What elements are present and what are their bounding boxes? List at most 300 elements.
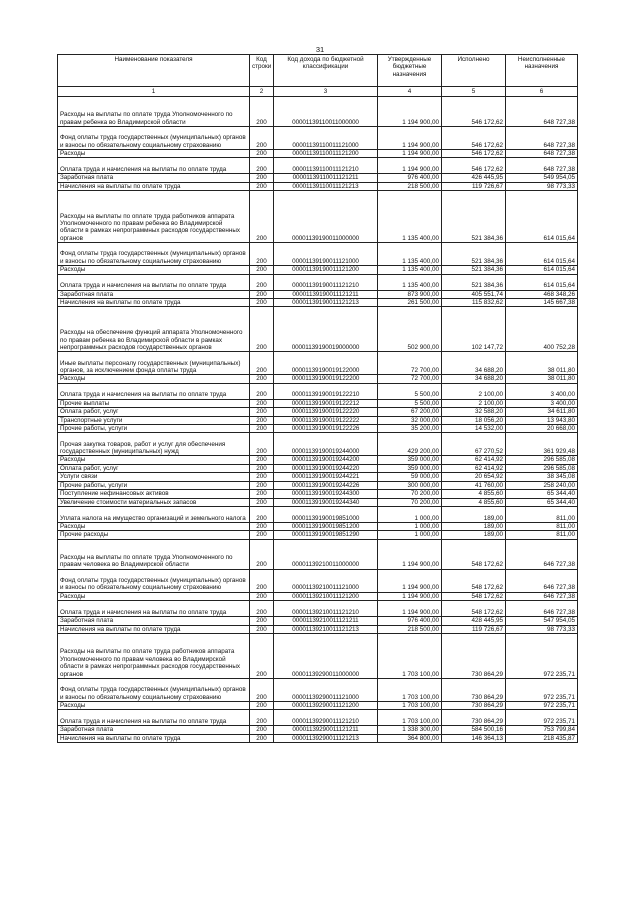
row-approved: 359 000,00	[378, 464, 442, 472]
table-row	[58, 299, 578, 307]
row-executed: 730 864,29	[442, 701, 506, 709]
row-line-code: 200	[250, 456, 274, 464]
row-approved: 70 200,00	[378, 498, 442, 506]
row-income-code: 00001139290011121000	[274, 678, 378, 701]
row-income-code: 00001139190011121211	[274, 290, 378, 298]
table-row	[58, 522, 578, 530]
row-name: Прочие работы, услуги	[58, 481, 250, 489]
row-name: Начисления на выплаты по оплате труда	[58, 182, 250, 190]
table-row	[58, 473, 578, 481]
row-line-code: 200	[250, 191, 274, 243]
header-approved: Утвержденные бюджетные назначения	[378, 55, 442, 87]
row-approved: 59 000,00	[378, 473, 442, 481]
row-line-code: 200	[250, 678, 274, 701]
row-line-code: 200	[250, 522, 274, 530]
row-name: Заработная плата	[58, 617, 250, 625]
row-executed: 189,00	[442, 531, 506, 539]
row-line-code: 200	[250, 433, 274, 456]
row-approved: 218 500,00	[378, 182, 442, 190]
row-income-code: 00001139190019244000	[274, 433, 378, 456]
row-name: Услуги связи	[58, 473, 250, 481]
row-income-code: 00001139290011121210	[274, 710, 378, 726]
table-row	[58, 678, 578, 701]
row-line-code: 200	[250, 127, 274, 150]
row-line-code: 200	[250, 481, 274, 489]
row-approved: 1 194 900,00	[378, 592, 442, 600]
row-remaining: 20 668,00	[506, 425, 578, 433]
header-remaining: Неисполненные назначения	[506, 55, 578, 87]
row-approved: 1 194 900,00	[378, 601, 442, 617]
row-line-code: 200	[250, 726, 274, 734]
row-executed: 546 172,62	[442, 127, 506, 150]
table-row	[58, 539, 578, 569]
column-number: 1	[58, 87, 250, 97]
row-line-code: 200	[250, 601, 274, 617]
row-approved: 359 000,00	[378, 456, 442, 464]
row-approved: 1 000,00	[378, 531, 442, 539]
row-executed: 2 100,00	[442, 399, 506, 407]
row-remaining: 648 727,38	[506, 97, 578, 127]
row-executed: 521 384,36	[442, 191, 506, 243]
row-executed: 584 500,16	[442, 726, 506, 734]
table-row	[58, 352, 578, 375]
row-remaining: 972 235,71	[506, 701, 578, 709]
row-name: Начисления на выплаты по оплате труда	[58, 299, 250, 307]
row-name: Расходы на выплаты по оплате труда работников аппарата Уполномоченного по правам ребенка во Владимирской области в рамках непрограммных расходов государственных органов	[58, 191, 250, 243]
row-remaining: 145 667,38	[506, 299, 578, 307]
table-row	[58, 490, 578, 498]
row-remaining: 614 015,64	[506, 243, 578, 266]
column-number: 5	[442, 87, 506, 97]
row-income-code: 00001139190019122220	[274, 408, 378, 416]
row-income-code: 00001139190019122210	[274, 383, 378, 399]
row-income-code: 00001139190019244226	[274, 481, 378, 489]
table-row	[58, 375, 578, 383]
table-row	[58, 425, 578, 433]
row-income-code: 00001139190019244200	[274, 456, 378, 464]
table-row	[58, 150, 578, 158]
row-executed: 730 864,29	[442, 710, 506, 726]
row-remaining: 646 727,38	[506, 592, 578, 600]
row-income-code: 00001139190019244221	[274, 473, 378, 481]
row-line-code: 200	[250, 290, 274, 298]
table-row	[58, 506, 578, 522]
row-name: Оплата труда и начисления на выплаты по оплате труда	[58, 601, 250, 617]
table-row	[58, 266, 578, 274]
row-executed: 730 864,29	[442, 633, 506, 678]
row-line-code: 200	[250, 307, 274, 352]
row-remaining: 811,00	[506, 506, 578, 522]
page-number: 31	[315, 45, 325, 54]
row-executed: 18 056,20	[442, 416, 506, 424]
table-row	[58, 408, 578, 416]
row-name: Фонд оплаты труда государственных (муниципальных) органов и взносы по обязательному социальному страхованию	[58, 678, 250, 701]
row-income-code: 00001139210011000000	[274, 539, 378, 569]
row-line-code: 200	[250, 617, 274, 625]
row-remaining: 258 240,00	[506, 481, 578, 489]
table-row	[58, 481, 578, 489]
row-income-code: 00001139190019244220	[274, 464, 378, 472]
row-executed: 428 445,95	[442, 617, 506, 625]
row-approved: 72 700,00	[378, 375, 442, 383]
row-income-code: 00001139190011121000	[274, 243, 378, 266]
table-row	[58, 633, 578, 678]
row-line-code: 200	[250, 383, 274, 399]
header-executed: Исполнено	[442, 55, 506, 87]
table-row	[58, 726, 578, 734]
row-executed: 4 855,60	[442, 490, 506, 498]
row-approved: 35 200,00	[378, 425, 442, 433]
row-name: Расходы на выплаты по оплате труда работников аппарата Уполномоченного по правам человека во Владимирской области в рамках непрограммных расходов государственных органов	[58, 633, 250, 678]
table-row	[58, 127, 578, 150]
row-income-code: 00001139190011121210	[274, 274, 378, 290]
row-approved: 1 194 900,00	[378, 150, 442, 158]
row-income-code: 00001139190019122222	[274, 416, 378, 424]
row-approved: 1 135 400,00	[378, 243, 442, 266]
row-name: Расходы на обеспечение функций аппарата Уполномоченного по правам ребенка во Владимирской области в рамках непрограммных расходов государственных органов	[58, 307, 250, 352]
row-line-code: 200	[250, 375, 274, 383]
table-row	[58, 498, 578, 506]
row-line-code: 200	[250, 182, 274, 190]
row-approved: 1 000,00	[378, 522, 442, 530]
row-name: Уплата налога на имущество организаций и земельного налога	[58, 506, 250, 522]
row-name: Расходы на выплаты по оплате труда Уполномоченного по правам человека во Владимирской области	[58, 539, 250, 569]
row-line-code: 200	[250, 352, 274, 375]
table-row	[58, 243, 578, 266]
row-executed: 521 384,36	[442, 243, 506, 266]
row-approved: 1 194 900,00	[378, 569, 442, 592]
table-row	[58, 710, 578, 726]
row-approved: 1 194 900,00	[378, 127, 442, 150]
table-row	[58, 531, 578, 539]
row-remaining: 646 727,38	[506, 539, 578, 569]
row-executed: 119 726,67	[442, 182, 506, 190]
budget-execution-table	[57, 54, 578, 743]
row-line-code: 200	[250, 531, 274, 539]
table-row	[58, 191, 578, 243]
row-name: Прочие работы, услуги	[58, 425, 250, 433]
row-remaining: 13 943,80	[506, 416, 578, 424]
row-name: Оплата труда и начисления на выплаты по оплате труда	[58, 274, 250, 290]
row-remaining: 34 611,80	[506, 408, 578, 416]
row-name: Заработная плата	[58, 726, 250, 734]
row-line-code: 200	[250, 464, 274, 472]
row-approved: 1 135 400,00	[378, 274, 442, 290]
table-body	[58, 97, 578, 743]
column-number: 6	[506, 87, 578, 97]
row-executed: 521 384,36	[442, 274, 506, 290]
table-row	[58, 174, 578, 182]
row-income-code: 00001139210011121000	[274, 569, 378, 592]
row-remaining: 218 435,87	[506, 734, 578, 742]
row-approved: 364 800,00	[378, 734, 442, 742]
row-income-code: 00001139290011121213	[274, 734, 378, 742]
row-name: Расходы	[58, 150, 250, 158]
row-remaining: 811,00	[506, 522, 578, 530]
row-executed: 62 414,92	[442, 456, 506, 464]
row-remaining: 3 400,00	[506, 399, 578, 407]
row-remaining: 468 348,26	[506, 290, 578, 298]
row-name: Увеличение стоимости материальных запасов	[58, 498, 250, 506]
row-name: Оплата работ, услуг	[58, 464, 250, 472]
row-income-code: 00001139210011121200	[274, 592, 378, 600]
row-executed: 521 384,36	[442, 266, 506, 274]
row-executed: 41 760,00	[442, 481, 506, 489]
row-executed: 146 364,13	[442, 734, 506, 742]
row-executed: 119 726,67	[442, 625, 506, 633]
row-remaining: 38 011,80	[506, 352, 578, 375]
row-line-code: 200	[250, 399, 274, 407]
row-line-code: 200	[250, 299, 274, 307]
row-remaining: 648 727,38	[506, 158, 578, 174]
row-line-code: 200	[250, 625, 274, 633]
row-approved: 429 200,00	[378, 433, 442, 456]
row-remaining: 65 344,40	[506, 498, 578, 506]
row-income-code: 00001139210011121210	[274, 601, 378, 617]
row-name: Расходы	[58, 592, 250, 600]
row-remaining: 646 727,38	[506, 601, 578, 617]
row-income-code: 00001139210011121211	[274, 617, 378, 625]
row-approved: 1 194 900,00	[378, 97, 442, 127]
row-income-code: 00001139190019122200	[274, 375, 378, 383]
table-row	[58, 274, 578, 290]
row-approved: 873 900,00	[378, 290, 442, 298]
row-approved: 1 194 900,00	[378, 539, 442, 569]
row-income-code: 00001139110011121213	[274, 182, 378, 190]
row-remaining: 98 773,33	[506, 182, 578, 190]
row-remaining: 648 727,38	[506, 127, 578, 150]
row-income-code: 00001139190019122212	[274, 399, 378, 407]
row-executed: 730 864,29	[442, 678, 506, 701]
row-executed: 546 172,62	[442, 158, 506, 174]
row-approved: 1 194 900,00	[378, 158, 442, 174]
column-number-row	[58, 87, 578, 97]
row-remaining: 972 235,71	[506, 678, 578, 701]
row-income-code: 00001139110011121210	[274, 158, 378, 174]
row-line-code: 200	[250, 473, 274, 481]
row-income-code: 00001139110011121200	[274, 150, 378, 158]
row-income-code: 00001139290011121211	[274, 726, 378, 734]
row-executed: 115 832,62	[442, 299, 506, 307]
row-executed: 426 445,95	[442, 174, 506, 182]
row-income-code: 00001139190019851290	[274, 531, 378, 539]
row-income-code: 00001139290011121200	[274, 701, 378, 709]
row-income-code: 00001139190019000000	[274, 307, 378, 352]
row-income-code: 00001139190019122226	[274, 425, 378, 433]
row-line-code: 200	[250, 158, 274, 174]
row-name: Фонд оплаты труда государственных (муниципальных) органов и взносы по обязательному социальному страхованию	[58, 127, 250, 150]
row-approved: 1 703 100,00	[378, 678, 442, 701]
row-approved: 261 500,00	[378, 299, 442, 307]
row-executed: 405 551,74	[442, 290, 506, 298]
row-executed: 189,00	[442, 506, 506, 522]
row-remaining: 614 015,64	[506, 274, 578, 290]
row-executed: 189,00	[442, 522, 506, 530]
table-row	[58, 701, 578, 709]
header-indicator-name: Наименование показателя	[58, 55, 250, 87]
row-executed: 20 654,92	[442, 473, 506, 481]
row-name: Оплата труда и начисления на выплаты по оплате труда	[58, 158, 250, 174]
row-remaining: 753 799,84	[506, 726, 578, 734]
row-name: Поступление нефинансовых активов	[58, 490, 250, 498]
row-approved: 70 200,00	[378, 490, 442, 498]
row-line-code: 200	[250, 710, 274, 726]
row-remaining: 3 400,00	[506, 383, 578, 399]
row-line-code: 200	[250, 416, 274, 424]
row-executed: 2 100,00	[442, 383, 506, 399]
row-name: Оплата труда и начисления на выплаты по оплате труда	[58, 710, 250, 726]
row-name: Прочая закупка товаров, работ и услуг для обеспечения государственных (муниципальных) нужд	[58, 433, 250, 456]
row-income-code: 00001139110011121000	[274, 127, 378, 150]
table-row	[58, 592, 578, 600]
table-row	[58, 97, 578, 127]
row-remaining: 38 011,80	[506, 375, 578, 383]
row-name: Прочие расходы	[58, 531, 250, 539]
row-name: Расходы	[58, 701, 250, 709]
row-line-code: 200	[250, 498, 274, 506]
row-remaining: 400 752,28	[506, 307, 578, 352]
row-remaining: 972 235,71	[506, 633, 578, 678]
table-row	[58, 433, 578, 456]
row-line-code: 200	[250, 274, 274, 290]
table-row	[58, 464, 578, 472]
row-executed: 67 270,52	[442, 433, 506, 456]
row-income-code: 00001139190019851000	[274, 506, 378, 522]
row-line-code: 200	[250, 490, 274, 498]
row-remaining: 646 727,38	[506, 569, 578, 592]
row-remaining: 648 727,38	[506, 150, 578, 158]
row-remaining: 65 344,40	[506, 490, 578, 498]
row-name: Прочие выплаты	[58, 399, 250, 407]
row-approved: 5 500,00	[378, 399, 442, 407]
row-remaining: 38 345,08	[506, 473, 578, 481]
row-name: Заработная плата	[58, 174, 250, 182]
row-name: Начисления на выплаты по оплате труда	[58, 625, 250, 633]
table-row	[58, 182, 578, 190]
row-line-code: 200	[250, 408, 274, 416]
table-row	[58, 158, 578, 174]
row-name: Оплата работ, услуг	[58, 408, 250, 416]
row-name: Заработная плата	[58, 290, 250, 298]
row-name: Транспортные услуги	[58, 416, 250, 424]
row-income-code: 00001139190011121213	[274, 299, 378, 307]
row-approved: 976 400,00	[378, 617, 442, 625]
row-approved: 976 400,00	[378, 174, 442, 182]
row-executed: 14 532,00	[442, 425, 506, 433]
row-executed: 34 688,20	[442, 352, 506, 375]
table-row	[58, 290, 578, 298]
row-remaining: 547 954,05	[506, 617, 578, 625]
column-number: 2	[250, 87, 274, 97]
row-approved: 32 000,00	[378, 416, 442, 424]
row-line-code: 200	[250, 243, 274, 266]
row-line-code: 200	[250, 569, 274, 592]
row-line-code: 200	[250, 539, 274, 569]
row-remaining: 98 773,33	[506, 625, 578, 633]
row-executed: 62 414,92	[442, 464, 506, 472]
row-remaining: 972 235,71	[506, 710, 578, 726]
row-line-code: 200	[250, 150, 274, 158]
row-approved: 218 500,00	[378, 625, 442, 633]
row-line-code: 200	[250, 633, 274, 678]
row-line-code: 200	[250, 734, 274, 742]
row-approved: 1 703 100,00	[378, 701, 442, 709]
row-line-code: 200	[250, 97, 274, 127]
row-executed: 548 172,62	[442, 592, 506, 600]
row-executed: 4 855,60	[442, 498, 506, 506]
row-name: Расходы	[58, 375, 250, 383]
row-executed: 548 172,62	[442, 539, 506, 569]
row-approved: 1 703 100,00	[378, 633, 442, 678]
row-income-code: 00001139190019851200	[274, 522, 378, 530]
row-name: Иные выплаты персоналу государственных (муниципальных) органов, за исключением фонда оплаты труда	[58, 352, 250, 375]
row-remaining: 811,00	[506, 531, 578, 539]
row-income-code: 00001139290011000000	[274, 633, 378, 678]
header-income-code: Код дохода по бюджетной классификации	[274, 55, 378, 87]
table-row	[58, 399, 578, 407]
row-executed: 546 172,62	[442, 97, 506, 127]
row-approved: 1 703 100,00	[378, 710, 442, 726]
row-approved: 300 000,00	[378, 481, 442, 489]
row-name: Расходы	[58, 456, 250, 464]
row-line-code: 200	[250, 266, 274, 274]
row-executed: 32 588,20	[442, 408, 506, 416]
row-income-code: 00001139190011121200	[274, 266, 378, 274]
row-income-code: 00001139190019244340	[274, 498, 378, 506]
column-number: 3	[274, 87, 378, 97]
table-row	[58, 617, 578, 625]
row-approved: 1 000,00	[378, 506, 442, 522]
header-row	[58, 55, 578, 87]
row-income-code: 00001139190019122000	[274, 352, 378, 375]
table-row	[58, 625, 578, 633]
row-approved: 1 135 400,00	[378, 191, 442, 243]
row-executed: 546 172,62	[442, 150, 506, 158]
row-remaining: 296 585,08	[506, 456, 578, 464]
row-income-code: 00001139210011121213	[274, 625, 378, 633]
header-line-code: Код строки	[250, 55, 274, 87]
row-line-code: 200	[250, 506, 274, 522]
row-name: Начисления на выплаты по оплате труда	[58, 734, 250, 742]
row-name: Фонд оплаты труда государственных (муниципальных) органов и взносы по обязательному социальному страхованию	[58, 569, 250, 592]
row-approved: 502 900,00	[378, 307, 442, 352]
row-name: Расходы	[58, 266, 250, 274]
row-income-code: 00001139110011121211	[274, 174, 378, 182]
row-executed: 548 172,62	[442, 601, 506, 617]
row-executed: 34 688,20	[442, 375, 506, 383]
column-number: 4	[378, 87, 442, 97]
row-line-code: 200	[250, 425, 274, 433]
row-remaining: 361 929,48	[506, 433, 578, 456]
row-remaining: 296 585,08	[506, 464, 578, 472]
row-line-code: 200	[250, 174, 274, 182]
row-remaining: 614 015,64	[506, 191, 578, 243]
table-row	[58, 307, 578, 352]
row-approved: 72 700,00	[378, 352, 442, 375]
table-row	[58, 456, 578, 464]
table-row	[58, 569, 578, 592]
row-name: Фонд оплаты труда государственных (муниципальных) органов и взносы по обязательному социальному страхованию	[58, 243, 250, 266]
row-approved: 67 200,00	[378, 408, 442, 416]
row-income-code: 00001139110011000000	[274, 97, 378, 127]
row-executed: 548 172,62	[442, 569, 506, 592]
row-approved: 1 338 300,00	[378, 726, 442, 734]
row-approved: 1 135 400,00	[378, 266, 442, 274]
table-row	[58, 734, 578, 742]
row-remaining: 614 015,64	[506, 266, 578, 274]
row-executed: 102 147,72	[442, 307, 506, 352]
row-line-code: 200	[250, 701, 274, 709]
